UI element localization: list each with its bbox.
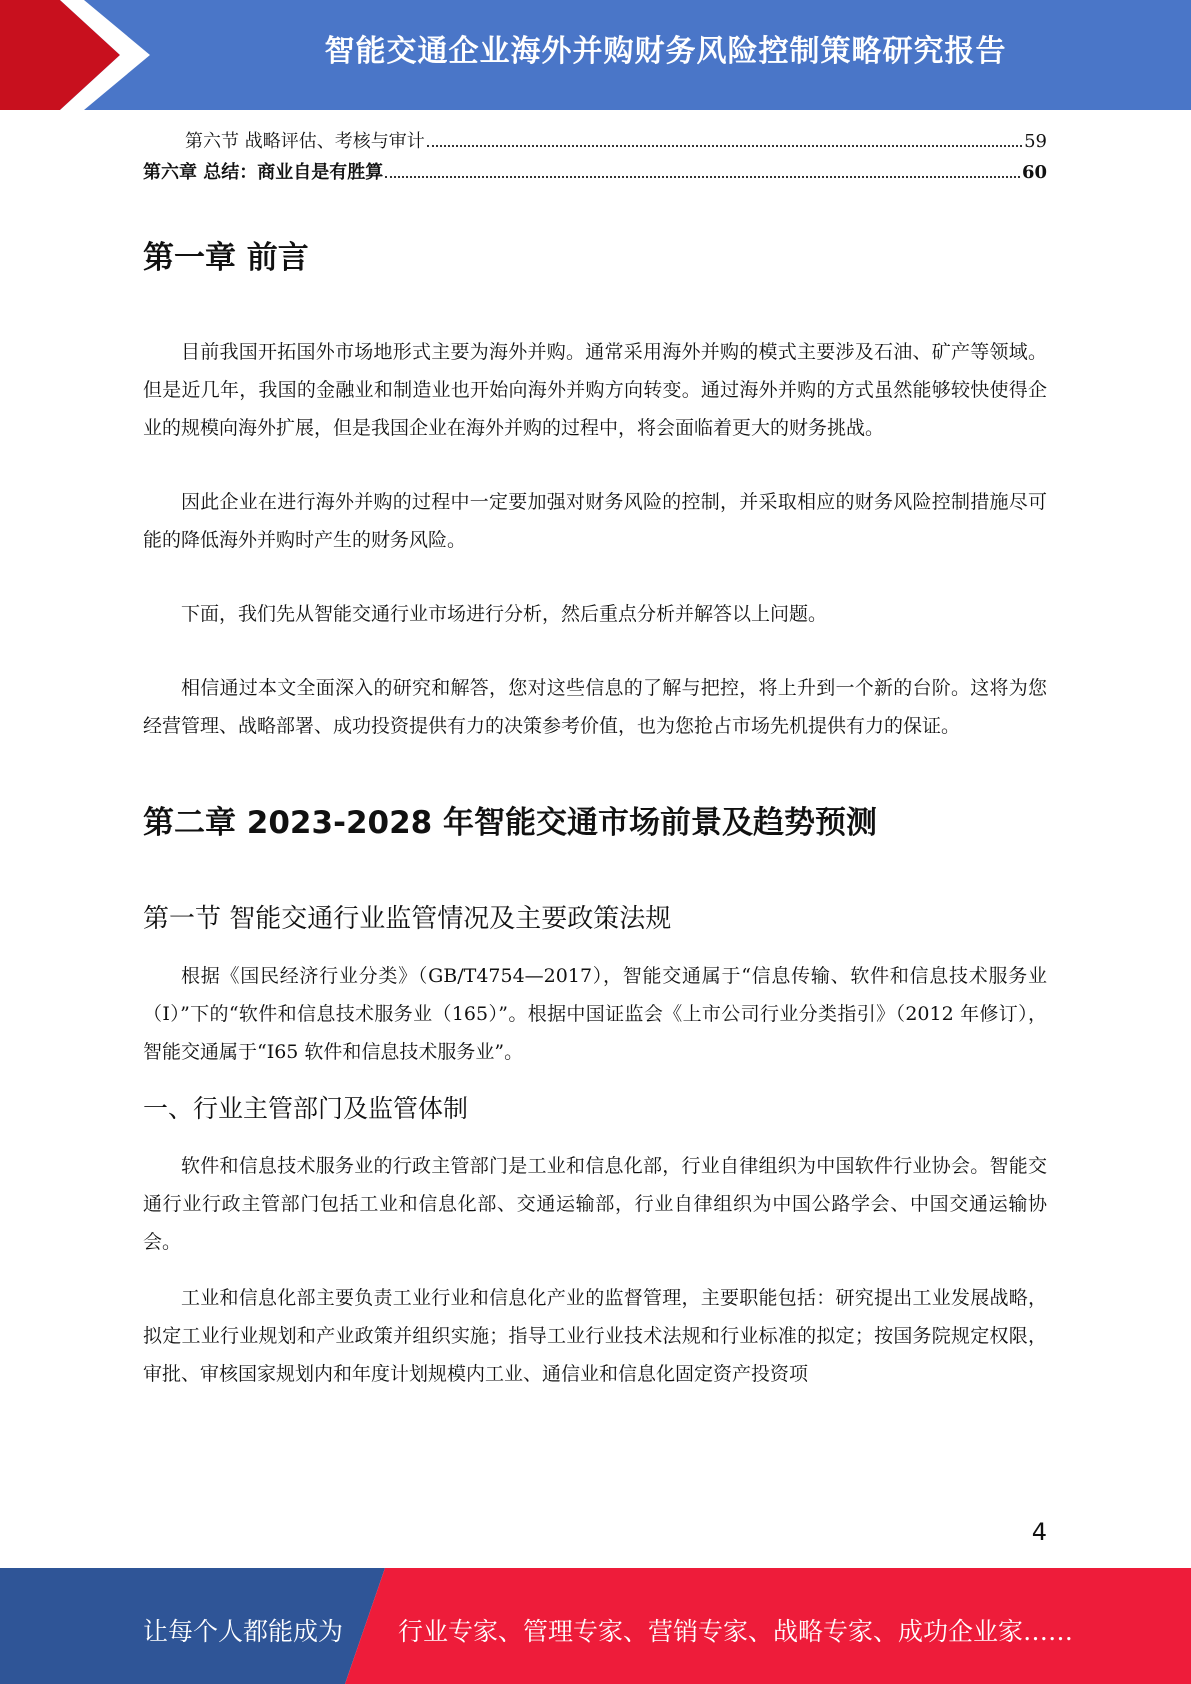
toc-entry-chapter-6[interactable] xyxy=(143,157,1047,188)
page-footer xyxy=(0,1568,1191,1684)
toc-entry-page: 60 xyxy=(1021,162,1047,183)
page-number: 4 xyxy=(1031,1518,1047,1546)
toc-entry-page: 59 xyxy=(1024,131,1047,152)
subsection-1-title: 一、行业主管部门及监管体制 xyxy=(143,1094,469,1123)
subsection-1-paragraph: 软件和信息技术服务业的行政主管部门是工业和信息化部，行业自律组织为中国软件行业协会。智能交通行业行政主管部门包括工业和信息化部、交通运输部，行业自律组织为中国公路学会、中国交通运输协会。 xyxy=(143,1155,1047,1253)
chapter-1-paragraph: 下面，我们先从智能交通行业市场进行分析，然后重点分析并解答以上问题。 xyxy=(181,603,828,625)
chapter-1-paragraph: 目前我国开拓国外市场地形式主要为海外并购。通常采用海外并购的模式主要涉及石油、矿产等领域。但是近几年，我国的金融业和制造业也开始向海外并购方向转变。通过海外并购的方式虽然能够较快使得企业的规模向海外扩展，但是我国企业在海外并购的过程中，将会面临着更大的财务挑战。 xyxy=(143,341,1047,439)
page-content xyxy=(143,126,1047,1393)
chapter-2-title: 第二章 2023-2028 年智能交通市场前景及趋势预测 xyxy=(143,805,878,841)
header-title: 智能交通企业海外并购财务风险控制策略研究报告 xyxy=(324,34,1007,69)
section-1-paragraph: 根据《国民经济行业分类》（GB/T4754—2017），智能交通属于“信息传输、软件和信息技术服务业（I）”下的“软件和信息技术服务业（165）”。根据中国证监会《上市公司行业分类指引》（2012 年修订），智能交通属于“I65 软件和信息技术服务业”。 xyxy=(143,965,1047,1063)
chapter-1-title: 第一章 前言 xyxy=(143,240,309,276)
toc-leader-dots xyxy=(385,176,1020,178)
chapter-1-paragraph: 因此企业在进行海外并购的过程中一定要加强对财务风险的控制，并采取相应的财务风险控制措施尽可能的降低海外并购时产生的财务风险。 xyxy=(143,491,1047,551)
chapter-1-paragraph: 相信通过本文全面深入的研究和解答，您对这些信息的了解与把控，将上升到一个新的台阶。这将为您经营管理、战略部署、成功投资提供有力的决策参考价值，也为您抢占市场先机提供有力的保证。 xyxy=(143,677,1047,737)
toc-entry-label: 第六章 总结：商业自是有胜算 xyxy=(143,162,384,183)
toc-leader-dots xyxy=(427,145,1022,147)
footer-slogan-left: 让每个人都能成为 xyxy=(143,1617,344,1646)
section-1-title: 第一节 智能交通行业监管情况及主要政策法规 xyxy=(143,904,672,934)
page-header xyxy=(0,0,1191,110)
subsection-1-paragraph: 工业和信息化部主要负责工业行业和信息化产业的监督管理，主要职能包括：研究提出工业发展战略，拟定工业行业规划和产业政策并组织实施；指导工业行业技术法规和行业标准的拟定；按国务院规定权限，审批、审核国家规划内和年度计划规模内工业、通信业和信息化固定资产投资项 xyxy=(143,1287,1047,1385)
toc-entry-section-6[interactable] xyxy=(143,126,1047,157)
footer-slogan-right: 行业专家、管理专家、营销专家、战略专家、成功企业家…… xyxy=(398,1617,1074,1646)
toc-entry-label: 第六节 战略评估、考核与审计 xyxy=(185,131,425,152)
